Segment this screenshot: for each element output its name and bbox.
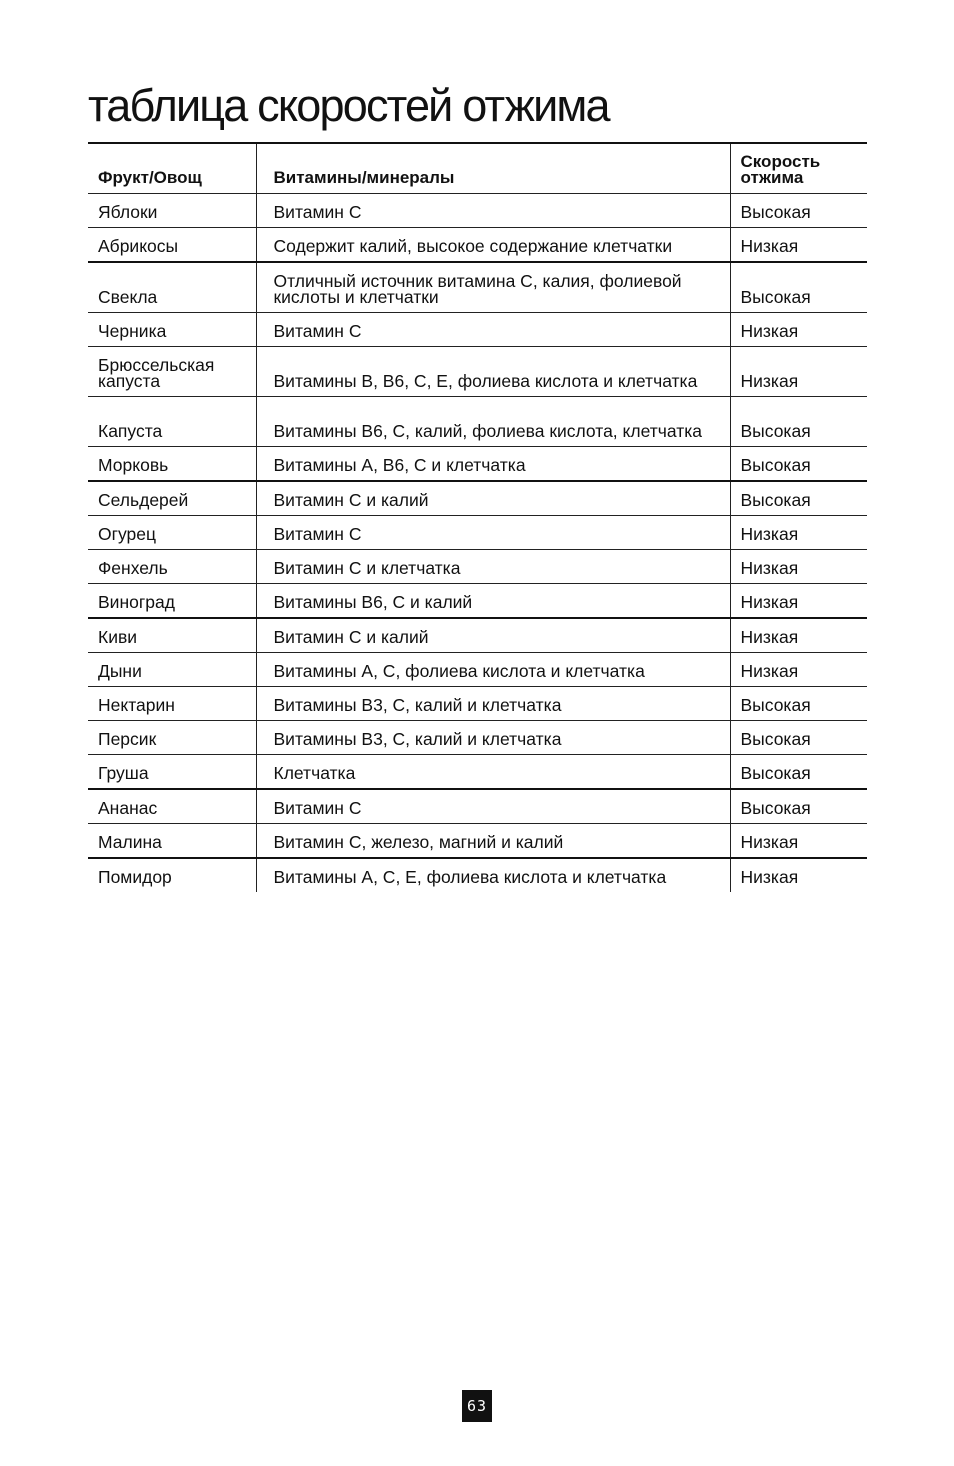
table-row xyxy=(88,397,867,447)
produce-name: Персик xyxy=(88,721,256,755)
header-fruit-vegetable: Фрукт/Овощ xyxy=(88,143,256,194)
produce-name: Груша xyxy=(88,755,256,790)
table-row xyxy=(88,824,867,859)
table-row xyxy=(88,262,867,313)
juicing-speed: Низкая xyxy=(730,824,867,859)
table-row xyxy=(88,347,867,397)
vitamins-minerals: Витамины В, В6, С, Е, фолиева кислота и клетчатка xyxy=(256,347,730,397)
produce-name: Сельдерей xyxy=(88,481,256,516)
table-row xyxy=(88,481,867,516)
vitamins-minerals: Витамины В3, С, калий и клетчатка xyxy=(256,721,730,755)
table-row xyxy=(88,447,867,482)
produce-name: Помидор xyxy=(98,867,172,887)
juicing-speed: Низкая xyxy=(730,550,867,584)
table-row xyxy=(88,228,867,263)
vitamins-minerals: Витамин С xyxy=(256,789,730,824)
table-row xyxy=(88,194,867,228)
table-row xyxy=(88,858,867,892)
vitamins-minerals: Отличный источник витамина С, калия, фолиевой кислоты и клетчатки xyxy=(256,262,730,313)
produce-name: Свекла xyxy=(88,262,256,313)
juicing-speed: Низкая xyxy=(730,313,867,347)
produce-name: Ананас xyxy=(88,789,256,824)
table-header-row xyxy=(88,143,867,194)
table-row xyxy=(88,687,867,721)
juicing-speed-table xyxy=(88,142,867,892)
page-number: 63 xyxy=(462,1390,492,1422)
produce-name: Морковь xyxy=(88,447,256,482)
produce-name: Брюссельская капуста xyxy=(88,347,256,397)
juicing-speed: Высокая xyxy=(730,194,867,228)
vitamins-minerals: Витамины А, В6, С и клетчатка xyxy=(256,447,730,482)
juicing-speed: Низкая xyxy=(730,618,867,653)
juicing-speed: Высокая xyxy=(730,447,867,482)
produce-name: Черника xyxy=(88,313,256,347)
produce-name: Виноград xyxy=(88,584,256,619)
juicing-speed: Высокая xyxy=(730,262,867,313)
table-row xyxy=(88,721,867,755)
table-row xyxy=(88,516,867,550)
juicing-speed: Высокая xyxy=(730,687,867,721)
page-title: таблица скоростей отжима xyxy=(88,80,609,131)
table-row xyxy=(88,584,867,619)
table-row xyxy=(88,550,867,584)
table-row xyxy=(88,313,867,347)
juicing-speed: Низкая xyxy=(730,584,867,619)
vitamins-minerals: Витамин С xyxy=(256,194,730,228)
juicing-speed: Низкая xyxy=(730,347,867,397)
vitamins-minerals: Витамин С xyxy=(256,313,730,347)
produce-name: Яблоки xyxy=(88,194,256,228)
vitamins-minerals: Витамин С и калий xyxy=(256,481,730,516)
juicing-speed: Низкая xyxy=(730,228,867,263)
vitamins-minerals: Витамин С и калий xyxy=(256,618,730,653)
juicing-speed: Высокая xyxy=(730,721,867,755)
vitamins-minerals: Витамин С xyxy=(256,516,730,550)
table-row xyxy=(88,653,867,687)
produce-name: Капуста xyxy=(88,397,256,447)
vitamins-minerals: Витамин С, железо, магний и калий xyxy=(256,824,730,859)
produce-name: Малина xyxy=(88,824,256,859)
juicing-speed: Низкая xyxy=(740,867,799,887)
juicing-speed: Высокая xyxy=(730,755,867,790)
table-row xyxy=(88,755,867,790)
produce-name: Огурец xyxy=(88,516,256,550)
juicing-speed: Высокая xyxy=(730,481,867,516)
juicing-speed: Низкая xyxy=(730,653,867,687)
vitamins-minerals: Витамины А, С, фолиева кислота и клетчатка xyxy=(256,653,730,687)
vitamins-minerals: Витамины В6, С, калий, фолиева кислота, клетчатка xyxy=(256,397,730,447)
juicing-speed: Высокая xyxy=(730,397,867,447)
table-row xyxy=(88,618,867,653)
produce-name: Дыни xyxy=(88,653,256,687)
vitamins-minerals: Витамины А, С, Е, фолиева кислота и клетчатка xyxy=(256,858,730,892)
produce-name: Киви xyxy=(88,618,256,653)
vitamins-minerals: Содержит калий, высокое содержание клетчатки xyxy=(256,228,730,263)
produce-name: Фенхель xyxy=(88,550,256,584)
vitamins-minerals: Витамины В6, С и калий xyxy=(256,584,730,619)
produce-name: Абрикосы xyxy=(88,228,256,263)
header-vitamins-minerals: Витамины/минералы xyxy=(256,143,730,194)
table-row xyxy=(88,789,867,824)
vitamins-minerals: Клетчатка xyxy=(256,755,730,790)
vitamins-minerals: Витамины В3, С, калий и клетчатка xyxy=(256,687,730,721)
juicing-speed: Высокая xyxy=(730,789,867,824)
produce-name: Нектарин xyxy=(88,687,256,721)
juicing-speed: Низкая xyxy=(730,516,867,550)
header-juicing-speed: Скорость отжима xyxy=(730,143,867,194)
vitamins-minerals: Витамин С и клетчатка xyxy=(256,550,730,584)
